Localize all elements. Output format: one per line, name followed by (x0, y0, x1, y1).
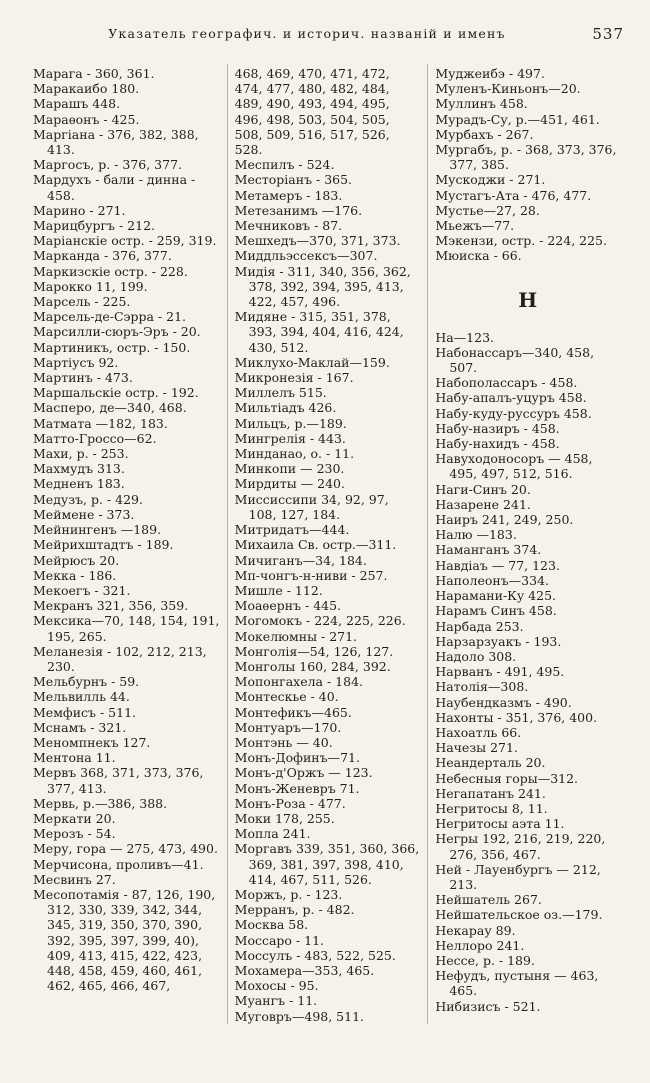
index-entry: Мардухъ - бали - динна - 458. (33, 172, 196, 203)
index-entry: Мп-чонгъ-н-ниви - 257. (234, 567, 388, 583)
index-entry: Мараѳонъ - 425. (33, 111, 140, 127)
index-entry: Нахоатль 66. (435, 724, 522, 740)
index-entry: Монъ-Дофинъ—71. (234, 750, 360, 766)
index-entry: Монтескье - 40. (234, 689, 339, 705)
index-entry: Мервь, р.—386, 388. (33, 795, 168, 811)
index-entry: Меймене - 373. (33, 506, 135, 522)
index-entry: Мидяне - 315, 351, 378, 393, 394, 404, 416, 424, 430, 512. (234, 309, 404, 355)
index-entry: Некарау 89. (435, 922, 516, 938)
index-entry: Ментона 11. (33, 750, 116, 766)
index-entry: Нарамани-Ку 425. (435, 588, 557, 604)
index-entry: Монтефикъ—465. (234, 704, 352, 720)
index-entry: Мейрюсъ 20. (33, 552, 120, 568)
index-entry: Мельвилль 44. (33, 689, 130, 705)
index-entry: Мешхедъ—370, 371, 373. (234, 233, 401, 249)
index-entry: Марашъ 448. (33, 96, 121, 112)
index-columns (26, 64, 628, 1024)
index-entry: Мснамъ - 321. (33, 719, 127, 735)
index-entry: Мургабъ, р. - 368, 373, 376, 377, 385. (435, 142, 617, 173)
index-entry: Мексика—70, 148, 154, 191, 195, 265. (33, 613, 220, 644)
index-entry: Моки 178, 255. (234, 810, 335, 826)
index-entry: Мустагъ-Ата - 476, 477. (435, 187, 592, 203)
index-entry: Набу-нахидъ - 458. (435, 436, 560, 452)
index-entry: Натолія—308. (435, 679, 529, 695)
index-entry: Негапатанъ 241. (435, 785, 546, 801)
index-entry: Мидія - 311, 340, 356, 362, 378, 392, 394, 395, 413, 422, 457, 496. (234, 263, 411, 310)
index-entry: Моаѳернъ - 445. (234, 598, 342, 614)
index-entry: Монголія—54, 126, 127. (234, 643, 394, 659)
index-entry: Медузъ, р. - 429. (33, 491, 143, 507)
index-entry: Месопотамія - 87, 126, 190, 312, 330, 339, 342, 344, 345, 319, 350, 370, 390, 392, 395, 397, 399, 40), 409, 413, 415, 422, 423, 448, 458, 459, 460, 461, 462, 465, 466, 467, (33, 886, 216, 994)
index-entry: Мохосы - 95. (234, 978, 319, 994)
index-entry: Метезанимъ —176. (234, 202, 363, 218)
page-number: 537 (592, 25, 624, 43)
index-entry: Махмудъ 313. (33, 461, 125, 477)
running-title: Указатель географич. и историч. названій и именъ (108, 26, 506, 41)
index-entry: Мильцъ, р.—189. (234, 415, 347, 431)
index-entry: Муленъ-Киньонъ—20. (435, 81, 581, 97)
index-entry: Негритосы 8, 11. (435, 800, 548, 816)
index-entry: На—123. (435, 329, 494, 345)
index-entry: Нейшатель 267. (435, 892, 542, 908)
index-entry: Матто-Гроссо—62. (33, 430, 157, 446)
index-entry: Микронезія - 167. (234, 370, 354, 386)
index-entry: Наиръ 241, 249, 250. (435, 512, 574, 528)
index-entry: Мекка - 186. (33, 567, 117, 583)
index-entry: Матмата —182, 183. (33, 415, 168, 431)
index-entry: Мерозъ - 54. (33, 826, 116, 842)
index-entry: Наполеонъ—334. (435, 572, 550, 588)
index-entry: Маршальскіе остр. - 192. (33, 385, 199, 401)
index-entry: Маріанскіе остр. - 259, 319. (33, 233, 217, 249)
index-entry: Мекоегъ - 321. (33, 582, 131, 598)
index-entry: Моссаро - 11. (234, 932, 325, 948)
index-entry: Нарамъ Синъ 458. (435, 603, 557, 619)
index-entry: Месвинъ 27. (33, 871, 116, 887)
index-entry: Монтэнь — 40. (234, 734, 333, 750)
index-entry: Неллоро 241. (435, 937, 525, 953)
index-entry: Маргіана - 376, 382, 388, 413. (33, 126, 199, 158)
index-entry: Минданао, о. - 11. (234, 446, 355, 462)
index-entry: Михаила Св. остр.—311. (234, 537, 397, 553)
index-entry: Марканда - 376, 377. (33, 248, 172, 264)
index-entry: Мирдиты — 240. (234, 476, 345, 492)
index-entry: Мурадъ-Су, р.—451, 461. (435, 111, 600, 127)
index-entry: Миссиссипи 34, 92, 97, 108, 127, 184. (234, 491, 389, 522)
index-entry: Мингрелія - 443. (234, 430, 346, 446)
index-entry: Мустье—27, 28. (435, 202, 540, 218)
index-entry: Мемфисъ - 511. (33, 704, 136, 720)
index-entry: Москва 58. (234, 917, 309, 933)
index-entry: Мерчисона, проливъ—41. (33, 856, 204, 872)
index-entry: Набу-апалъ-уцуръ 458. (435, 390, 587, 406)
index-entry: Мюиска - 66. (435, 248, 522, 264)
index-entry: Навуходоносоръ — 458, 495, 497, 512, 516. (435, 451, 593, 482)
index-entry: Набу-назиръ - 458. (435, 420, 560, 436)
index-entry: Мервъ 368, 371, 373, 376, 377, 413. (33, 765, 204, 796)
index-entry: Негритосы аэта 11. (435, 816, 565, 832)
index-entry: Набу-куду-руссуръ 458. (435, 405, 592, 421)
index-entry: Налю —183. (435, 527, 517, 543)
index-entry: Наубендказмъ - 490. (435, 694, 572, 710)
index-entry: Моссулъ - 483, 522, 525. (234, 947, 396, 963)
index-entry: Наманганъ 374. (435, 542, 542, 558)
index-entry: Мекранъ 321, 356, 359. (33, 598, 189, 614)
index-entry: Митридатъ—444. (234, 522, 350, 538)
index-entry-continuation: 468, 469, 470, 471, 472, 474, 477, 480, 482, 484, 489, 490, 493, 494, 495, 496, 498, 503, 504, 505, 508, 509, 516, 517, 526, 528. (234, 66, 390, 158)
index-entry: Миллелъ 515. (234, 385, 327, 401)
index-entry: Мечниковъ - 87. (234, 218, 343, 234)
index-entry: Меномпнекъ 127. (33, 734, 151, 750)
index-entry: Марицбургъ - 212. (33, 218, 156, 234)
index-entry: Монтуаръ—170. (234, 719, 342, 735)
index-column-2 (227, 64, 428, 1024)
index-entry: Мерранъ, р. - 482. (234, 902, 355, 918)
index-entry: Нарзарзуакъ - 193. (435, 633, 562, 649)
index-entry: Назарене 241. (435, 496, 531, 512)
index-entry: Марага - 360, 361. (33, 66, 155, 81)
index-entry: Мейнингенъ —189. (33, 522, 162, 538)
index-column-3 (427, 64, 628, 1024)
index-entry: Минкопи — 230. (234, 461, 345, 477)
index-entry: Надоло 308. (435, 648, 517, 664)
index-entry: Мокелюмны - 271. (234, 628, 358, 644)
index-entry: Монъ-Женевръ 71. (234, 780, 360, 796)
index-entry: Негры 192, 216, 219, 220, 276, 356, 467. (435, 831, 606, 862)
index-entry: Мейрихштадтъ - 189. (33, 537, 174, 553)
index-entry: Мартинъ - 473. (33, 370, 133, 386)
index-entry: Мохамера—353, 465. (234, 962, 375, 978)
index-entry: Маргосъ, р. - 376, 377. (33, 157, 183, 173)
index-entry: Марино - 271. (33, 202, 126, 218)
index-column-1 (26, 64, 227, 1024)
index-entry: Марокко 11, 199. (33, 278, 148, 294)
index-entry: Монъ-д'Оржъ — 123. (234, 765, 373, 781)
index-entry: Меру, гора — 275, 473, 490. (33, 841, 218, 857)
index-entry: Мартіусъ 92. (33, 354, 119, 370)
index-entry: Навдіаъ — 77, 123. (435, 557, 560, 573)
index-entry: Маркизскіе остр. - 228. (33, 263, 188, 279)
index-entry: Нейшательское оз.—179. (435, 907, 603, 923)
index-entry: Небесныя горы—312. (435, 770, 579, 786)
index-entry: Мишле - 112. (234, 582, 323, 598)
index-entry: Месторіанъ - 365. (234, 172, 353, 188)
index-entry: Монголы 160, 284, 392. (234, 658, 391, 674)
index-entry: Ней - Лауенбургъ — 212, 213. (435, 861, 601, 892)
index-entry: Марсель-де-Сэрра - 21. (33, 309, 187, 325)
index-entry: Мьежъ—77. (435, 218, 515, 234)
index-entry: Начезы 271. (435, 740, 518, 756)
index-entry: Неандерталь 20. (435, 755, 546, 771)
index-entry: Мартиникъ, остр. - 150. (33, 339, 191, 355)
index-entry: Муллинъ 458. (435, 96, 528, 112)
index-entry: Миклухо-Маклай—159. (234, 354, 390, 370)
index-entry: Нефудъ, пустыня — 463, 465. (435, 968, 599, 999)
index-entry: Мельбурнъ - 59. (33, 674, 140, 690)
index-entry: Нессе, р. - 189. (435, 952, 535, 968)
index-entry: Нибизисъ - 521. (435, 998, 541, 1014)
index-entry: Метамеръ - 183. (234, 187, 343, 203)
page-header (26, 26, 628, 48)
index-entry: Мичиганъ—34, 184. (234, 552, 367, 568)
index-entry: Миддльэссексъ—307. (234, 248, 378, 264)
index-entry: Мэкензи, остр. - 224, 225. (435, 233, 607, 249)
index-entry: Мопонгахела - 184. (234, 674, 364, 690)
section-heading: Н (518, 287, 539, 312)
index-entry: Меланезія - 102, 212, 213, 230. (33, 643, 207, 674)
index-entry: Наги-Синъ 20. (435, 481, 531, 497)
index-entry: Моргавъ 339, 351, 360, 366, 369, 381, 397, 398, 410, 414, 467, 511, 526. (234, 841, 420, 887)
index-entry: Муангъ - 11. (234, 993, 318, 1009)
index-entry: Нарбада 253. (435, 618, 524, 634)
index-entry: Могомокъ - 224, 225, 226. (234, 613, 406, 629)
index-entry: Масперо, де—340, 468. (33, 400, 187, 416)
index-entry: Мильтіадъ 426. (234, 400, 337, 416)
index-entry: Нахонты - 351, 376, 400. (435, 709, 598, 725)
index-entry: Мурбахъ - 267. (435, 126, 534, 142)
index-entry: Муджеибэ - 497. (435, 66, 545, 81)
index-entry: Мускоджи - 271. (435, 172, 546, 188)
index-entry: Набонассаръ—340, 458, 507. (435, 344, 595, 376)
index-entry: Мопла 241. (234, 826, 311, 842)
index-entry: Медненъ 183. (33, 476, 125, 492)
index-entry: Марсель - 225. (33, 294, 131, 310)
index-entry: Нарванъ - 491, 495. (435, 664, 565, 680)
index-entry: Муговръ—498, 511. (234, 1008, 365, 1024)
index-entry: Монъ-Роза - 477. (234, 795, 346, 811)
index-entry: Набополассаръ - 458. (435, 375, 578, 391)
index-entry: Марсилли-сюръ-Эръ - 20. (33, 324, 201, 340)
index-entry: Моржъ, р. - 123. (234, 886, 343, 902)
index-entry: Меркати 20. (33, 810, 116, 826)
index-entry: Маракаибо 180. (33, 81, 140, 97)
index-entry: Махи, р. - 253. (33, 446, 129, 462)
index-entry: Меспилъ - 524. (234, 157, 335, 173)
